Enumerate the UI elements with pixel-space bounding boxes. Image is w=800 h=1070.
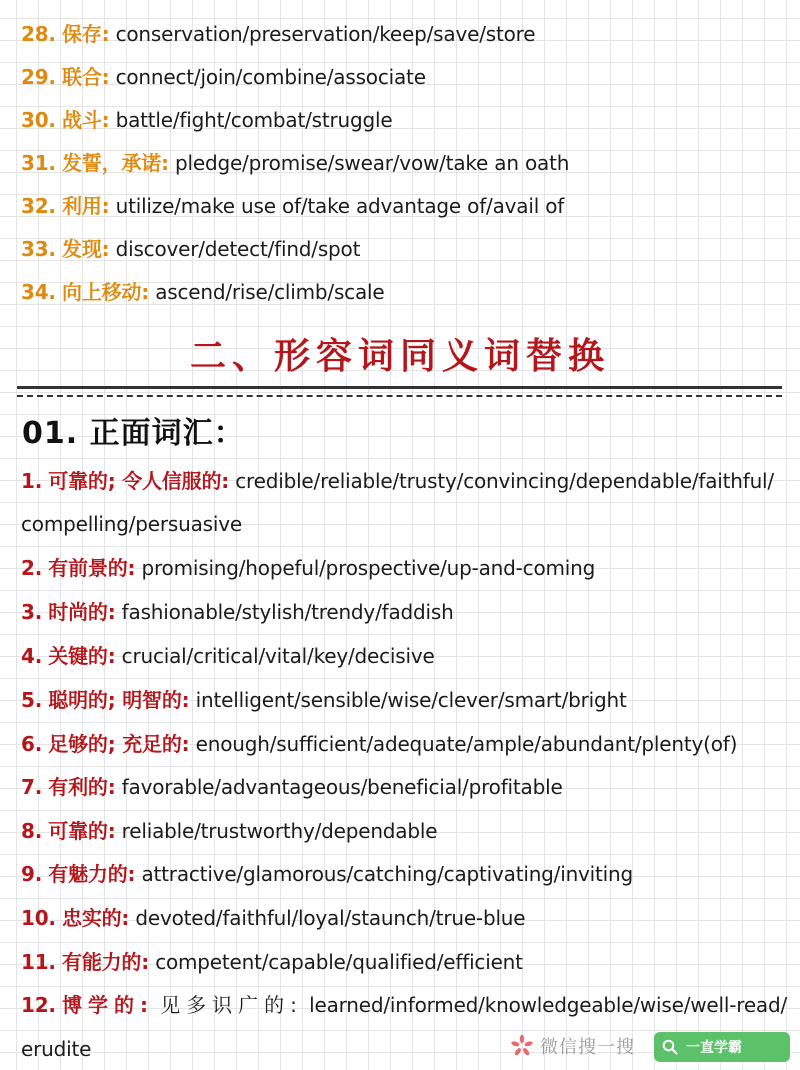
item-definition: fashionable/stylish/trendy/faddish (121, 600, 454, 624)
list-item (21, 597, 791, 627)
item-definition: battle/fight/combat/struggle (115, 108, 393, 132)
list-item (21, 903, 791, 933)
search-label: 一直学霸 (686, 1040, 742, 1056)
item-number: 34. (21, 280, 56, 304)
item-number: 9. (21, 862, 43, 886)
item-number: 32. (21, 194, 56, 218)
list-item (21, 816, 791, 846)
list-item (21, 990, 791, 1020)
item-definition: reliable/trustworthy/dependable (121, 819, 438, 843)
item-number: 5. (21, 688, 43, 712)
item-label: 可靠的: (48, 819, 116, 843)
item-number: 3. (21, 600, 43, 624)
item-definition: competent/capable/qualified/efficient (155, 950, 523, 974)
item-number: 12. (21, 993, 56, 1017)
list-item (21, 19, 791, 49)
search-icon (662, 1039, 678, 1055)
item-number: 4. (21, 644, 43, 668)
list-item (21, 148, 791, 178)
watermark (510, 1031, 635, 1061)
item-label: 向上移动: (62, 280, 150, 304)
divider-solid (17, 386, 782, 389)
item-number: 1. (21, 469, 43, 493)
item-label: 发现: (62, 237, 110, 261)
item-definition: conservation/preservation/keep/save/store (115, 22, 536, 46)
list-item (21, 729, 791, 759)
item-label: 可靠的; 令人信服的: (48, 469, 230, 493)
item-definition: attractive/glamorous/catching/captivating/inviting (141, 862, 634, 886)
item-label: 足够的; 充足的: (48, 732, 190, 756)
item-label: 时尚的: (48, 600, 116, 624)
item-label: 利用: (62, 194, 110, 218)
item-definition: utilize/make use of/take advantage of/avail of (115, 194, 565, 218)
list-item (21, 641, 791, 671)
list-item (21, 685, 791, 715)
item-number: 6. (21, 732, 43, 756)
list-item (21, 859, 791, 889)
item-definition-continued: erudite (21, 1037, 92, 1061)
item-number: 8. (21, 819, 43, 843)
list-item (21, 191, 791, 221)
item-number: 28. (21, 22, 56, 46)
item-definition: learned/informed/knowledgeable/wise/well-read/ (309, 993, 788, 1017)
list-item-continuation (21, 509, 791, 539)
list-item (21, 277, 791, 307)
item-definition-continued: compelling/persuasive (21, 512, 242, 536)
item-definition: connect/join/combine/associate (115, 65, 426, 89)
list-item (21, 947, 791, 977)
item-definition: crucial/critical/vital/key/decisive (121, 644, 435, 668)
search-button[interactable] (654, 1032, 790, 1062)
item-label: 有利的: (48, 775, 116, 799)
item-number: 7. (21, 775, 43, 799)
item-number: 29. (21, 65, 56, 89)
item-label: 战斗: (62, 108, 110, 132)
list-item (21, 466, 791, 496)
item-definition: promising/hopeful/prospective/up-and-coming (141, 556, 596, 580)
item-definition: devoted/faithful/loyal/staunch/true-blue (135, 906, 526, 930)
item-definition: pledge/promise/swear/vow/take an oath (175, 151, 570, 175)
item-label: 有能力的: (62, 950, 150, 974)
item-label: 发誓，承诺: (62, 151, 169, 175)
item-definition: ascend/rise/climb/scale (155, 280, 385, 304)
list-item (21, 772, 791, 802)
subheading: 01. 正面词汇： (22, 416, 245, 451)
item-label: 有前景的: (48, 556, 136, 580)
list-item (21, 553, 791, 583)
list-item (21, 234, 791, 264)
list-item-continuation (21, 1034, 491, 1064)
item-number: 2. (21, 556, 43, 580)
watermark-text: 微信搜一搜 (540, 1037, 635, 1058)
item-number: 10. (21, 906, 56, 930)
item-label: 忠实的: (62, 906, 130, 930)
item-label: 联合: (62, 65, 110, 89)
wechat-search-logo-icon (510, 1034, 534, 1058)
item-label-secondary: 见多识广的: (160, 993, 303, 1017)
item-number: 33. (21, 237, 56, 261)
item-label: 聪明的; 明智的: (48, 688, 190, 712)
divider-dashed (17, 395, 782, 397)
item-definition: favorable/advantageous/beneficial/profitable (121, 775, 563, 799)
item-definition: intelligent/sensible/wise/clever/smart/bright (195, 688, 627, 712)
item-label: 有魅力的: (48, 862, 136, 886)
item-label: 博学的: (62, 993, 155, 1017)
item-number: 11. (21, 950, 56, 974)
item-label: 关键的: (48, 644, 116, 668)
item-definition: discover/detect/find/spot (115, 237, 361, 261)
list-item (21, 62, 791, 92)
item-definition: credible/reliable/trusty/convincing/dependable/faithful/ (235, 469, 774, 493)
item-number: 30. (21, 108, 56, 132)
list-item (21, 105, 791, 135)
section-title: 二、形容词同义词替换 (189, 335, 610, 377)
item-number: 31. (21, 151, 56, 175)
item-definition: enough/sufficient/adequate/ample/abundant/plenty(of) (195, 732, 738, 756)
item-label: 保存: (62, 22, 110, 46)
